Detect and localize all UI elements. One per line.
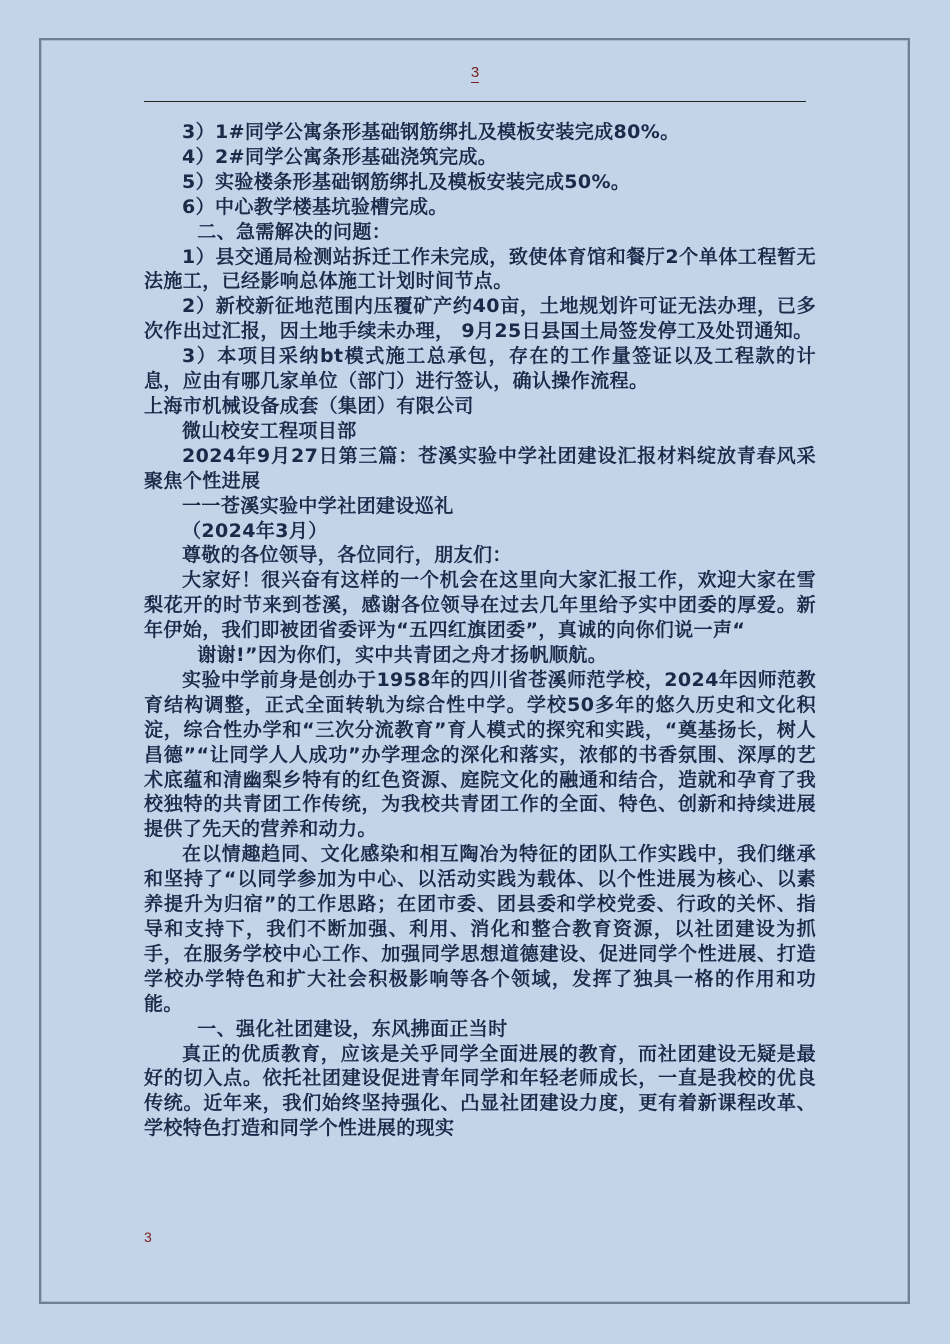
footer-page-number: 3 [144, 1229, 152, 1245]
subtitle: 一一苍溪实验中学社团建设巡礼 [182, 494, 454, 517]
date-line: （2024年3月） [182, 519, 328, 542]
paragraph: 3）本项目采纳bt模式施工总承包，存在的工作量签证以及工程款的计息，应由有哪几家单位（部门）进行签认，确认操作流程。 [144, 345, 816, 393]
paragraph: 真正的优质教育，应该是关乎同学全面进展的教育，而社团建设无疑是最好的切入点。依托社团建设促进青年同学和年轻老师成长，一直是我校的优良传统。近年来，我们始终坚持强化、凸显社团建设力度，更有着新课程改革、学校特色打造和同学个性进展的现实 [144, 1042, 816, 1140]
paragraph: 实验中学前身是创办于1958年的四川省苍溪师范学校，2024年因师范教育结构调整，正式全面转轨为综合性中学。学校50多年的悠久历史和文化积淀，综合性办学和“三次分流教育”育人模式的探究和实践，“奠基扬长，树人昌德”“让同学人人成功”办学理念的深化和落实，浓郁的书香氛围、深厚的艺术底蕴和清幽梨乡特有的红色资源、庭院文化的融通和结合，造就和孕育了我校独特的共青团工作传统，为我校共青团工作的全面、特色、创新和持续进展提供了先天的营养和动力。 [144, 668, 816, 841]
paragraph: 5）实验楼条形基础钢筋绑扎及模板安装完成50%。 [182, 170, 631, 193]
paragraph: 在以情趣趋同、文化感染和相互陶冶为特征的团队工作实践中，我们继承和坚持了“以同学参加为中心、以活动实践为载体、以个性进展为核心、以素养提升为归宿”的工作思路；在团市委、团县委和学校党委、行政的关怀、指导和支持下，我们不断加强、利用、消化和整合教育资源，以社团建设为抓手，在服务学校中心工作、加强同学思想道德建设、促进同学个性进展、打造学校办学特色和扩大社会积极影响等各个领域，发挥了独具一格的作用和功能。 [144, 843, 816, 1015]
paragraph: 6）中心教学楼基坑验槽完成。 [182, 195, 448, 218]
paragraph: 谢谢!”因为你们，实中共青团之舟才扬帆顺航。 [197, 644, 608, 667]
salutation: 尊敬的各位领导，各位同行，朋友们： [182, 544, 512, 567]
paragraph: 4）2#同学公寓条形基础浇筑完成。 [182, 145, 498, 168]
header-divider [144, 101, 806, 102]
company-name: 上海市机械设备成套（集团）有限公司 [144, 394, 474, 417]
paragraph: 3）1#同学公寓条形基础钢筋绑扎及模板安装完成80%。 [182, 121, 680, 143]
paragraph: 2）新校新征地范围内压覆矿产约40亩，土地规划许可证无法办理，已多次作出过汇报，因土地手续未办理， 9月25日县国土局签发停工及处罚通知。 [144, 295, 816, 343]
paragraph: 1）县交通局检测站拆迁工作未完成，致使体育馆和餐厅2个单体工程暂无法施工，已经影响总体施工计划时间节点。 [144, 245, 816, 293]
section-heading: 一、强化社团建设，东风拂面正当时 [197, 1017, 508, 1040]
paragraph: 大家好！很兴奋有这样的一个机会在这里向大家汇报工作，欢迎大家在雪梨花开的时节来到苍溪，感谢各位领导在过去几年里给予实中团委的厚爱。新年伊始，我们即被团省委评为“五四红旗团委”，真诚的向你们说一声“ [144, 569, 816, 642]
section-heading: 二、急需解决的问题： [197, 220, 392, 243]
department-name: 微山校安工程项目部 [182, 419, 357, 442]
header-page-number: 3 [470, 64, 480, 81]
document-body [144, 120, 816, 1141]
paragraph: 2024年9月27日第三篇：苍溪实验中学社团建设汇报材料绽放青春风采聚焦个性进展 [144, 444, 816, 492]
